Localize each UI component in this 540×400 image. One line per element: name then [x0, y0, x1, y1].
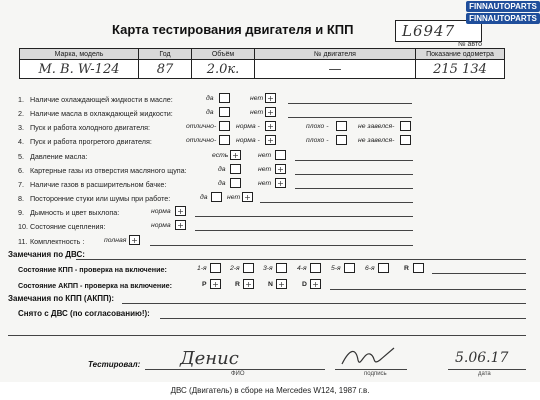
- q1-opt-yes-label: да: [206, 95, 214, 102]
- q4-opt-normal-checkbox[interactable]: +: [265, 135, 276, 145]
- tested-label: Тестировал:: [88, 360, 141, 369]
- q10-notes-line: [195, 230, 413, 231]
- kpp-remarks-label: Замечания по КПП (АКПП):: [8, 294, 115, 303]
- q2-notes-line: [288, 117, 412, 118]
- q3-number: 3.: [18, 123, 24, 132]
- auto-n-label: N: [268, 281, 273, 288]
- auto-r-checkbox[interactable]: +: [243, 279, 254, 289]
- gear-1-checkbox[interactable]: [210, 263, 221, 273]
- q8-opt-no-label: нет: [227, 194, 241, 201]
- dvs-remarks-line: [76, 259, 526, 260]
- q5-opt-no-checkbox[interactable]: [275, 150, 286, 160]
- q11-text: Комплектность :: [30, 237, 85, 246]
- q5-opt-yes-checkbox[interactable]: +: [230, 150, 241, 160]
- value-year: 87: [139, 60, 192, 79]
- q6-number: 6.: [18, 166, 24, 175]
- q9-text: Дымность и цвет выхлопа:: [30, 208, 120, 217]
- gear-4-checkbox[interactable]: [310, 263, 321, 273]
- q3-opt-nostart-label: не завелся-: [358, 123, 395, 130]
- q1-opt-no-checkbox[interactable]: +: [265, 93, 276, 103]
- tester-name-handwritten: Денис: [180, 348, 239, 369]
- q6-opt-no-label: нет: [258, 166, 272, 173]
- q6-opt-yes-label: да: [218, 166, 226, 173]
- q10-text: Состояние сцепления:: [30, 222, 106, 231]
- gear-6-checkbox[interactable]: [378, 263, 389, 273]
- q9-opt-normal-label: норма: [151, 208, 171, 215]
- date-caption: дата: [478, 371, 491, 377]
- col-header-volume: Объём: [192, 49, 255, 60]
- q11-opt-full-label: полная: [104, 237, 127, 244]
- q1-opt-yes-checkbox[interactable]: [219, 93, 230, 103]
- q5-notes-line: [295, 160, 413, 161]
- gear-5-checkbox[interactable]: [344, 263, 355, 273]
- q9-number: 9.: [18, 208, 24, 217]
- q3-opt-normal-checkbox[interactable]: +: [265, 121, 276, 131]
- auto-d-label: D: [302, 281, 307, 288]
- q8-text: Посторонние стуки или шумы при работе:: [30, 194, 171, 203]
- watermark-logo-top: FINNAUTOPARTS: [466, 1, 540, 12]
- removed-label: Снято с ДВС (по согласованию!):: [18, 309, 150, 318]
- q4-opt-nostart-label: не завелся-: [358, 137, 395, 144]
- col-header-model: Марка, модель: [20, 49, 139, 60]
- q3-opt-bad-label: плохо -: [306, 123, 329, 130]
- col-header-odometer: Показание одометра: [416, 49, 505, 60]
- q6-text: Картерные газы из отверстия масляного щупа:: [30, 166, 187, 175]
- kpp-manual-label: Состояние КПП - проверка на включение:: [18, 265, 167, 274]
- q5-number: 5.: [18, 152, 24, 161]
- auto-p-checkbox[interactable]: +: [210, 279, 221, 289]
- q7-number: 7.: [18, 180, 24, 189]
- q2-opt-no-checkbox[interactable]: +: [265, 107, 276, 117]
- kpp-manual-notes-line: [432, 273, 526, 274]
- q4-number: 4.: [18, 137, 24, 146]
- watermark-logo-bottom: FINNAUTOPARTS: [466, 13, 540, 24]
- fio-caption: ФИО: [231, 371, 245, 377]
- fio-line: [145, 369, 325, 370]
- q3-opt-bad-checkbox[interactable]: [336, 121, 347, 131]
- q1-text: Наличие охлаждающей жидкости в масле:: [30, 95, 173, 104]
- gear-2-label: 2-я: [230, 265, 240, 272]
- q8-notes-line: [260, 202, 413, 203]
- q11-number: 11.: [18, 237, 28, 246]
- col-header-engine-no: № двигателя: [255, 49, 416, 60]
- value-volume: 2.0к.: [192, 60, 255, 79]
- q3-text: Пуск и работа холодного двигателя:: [30, 123, 151, 132]
- q2-opt-no-label: нет: [250, 109, 264, 116]
- gear-r-label: R: [404, 265, 409, 272]
- q7-opt-yes-label: да: [218, 180, 226, 187]
- q8-opt-no-checkbox[interactable]: +: [242, 192, 253, 202]
- q8-number: 8.: [18, 194, 24, 203]
- q6-opt-yes-checkbox[interactable]: [230, 164, 241, 174]
- q7-notes-line: [295, 188, 413, 189]
- dvs-remarks-label: Замечания по ДВС:: [8, 250, 85, 259]
- q6-notes-line: [295, 174, 413, 175]
- q3-opt-nostart-checkbox[interactable]: [400, 121, 411, 131]
- q10-opt-normal-label: норма: [151, 222, 171, 229]
- auto-n-checkbox[interactable]: +: [276, 279, 287, 289]
- q2-text: Наличие масла в охлаждающей жидкости:: [30, 109, 173, 118]
- signature-scribble: [338, 344, 398, 370]
- q11-opt-full-checkbox[interactable]: +: [129, 235, 140, 245]
- date-line: [448, 369, 526, 370]
- gear-6-label: 6-я: [365, 265, 375, 272]
- kpp-remarks-line: [122, 303, 526, 304]
- q8-opt-yes-checkbox[interactable]: [211, 192, 222, 202]
- no-auto-label: № авто: [458, 41, 482, 48]
- q4-opt-excellent-label: отлично-: [186, 137, 217, 144]
- q9-notes-line: [195, 216, 413, 217]
- q4-opt-normal-label: норма -: [236, 137, 260, 144]
- q4-opt-bad-label: плохо -: [306, 137, 329, 144]
- vehicle-header-table: [19, 48, 505, 79]
- signature-line: [335, 369, 407, 370]
- q7-opt-no-label: нет: [258, 180, 272, 187]
- q4-opt-nostart-checkbox[interactable]: [400, 135, 411, 145]
- q5-opt-yes-label: есть: [212, 152, 229, 159]
- q8-opt-yes-label: да: [200, 194, 208, 201]
- q9-opt-normal-checkbox[interactable]: +: [175, 206, 186, 216]
- q1-number: 1.: [18, 95, 24, 104]
- q11-notes-line: [150, 245, 413, 246]
- value-engine-no: —: [255, 60, 416, 79]
- q7-opt-yes-checkbox[interactable]: [230, 178, 241, 188]
- q5-opt-no-label: нет: [258, 152, 272, 159]
- value-model: M. B. W-124: [20, 60, 139, 79]
- gear-1-label: 1-я: [197, 265, 207, 272]
- gear-4-label: 4-я: [297, 265, 307, 272]
- value-odometer: 215 134: [416, 60, 505, 79]
- kpp-auto-notes-line: [330, 289, 526, 290]
- q2-number: 2.: [18, 109, 24, 118]
- q6-opt-no-checkbox[interactable]: +: [275, 164, 286, 174]
- removed-line-2: [8, 335, 526, 336]
- gear-2-checkbox[interactable]: [243, 263, 254, 273]
- removed-line-1: [160, 318, 526, 319]
- q3-opt-excellent-checkbox[interactable]: [219, 121, 230, 131]
- q7-opt-no-checkbox[interactable]: +: [275, 178, 286, 188]
- q2-opt-yes-label: да: [206, 109, 214, 116]
- gear-r-checkbox[interactable]: [413, 263, 424, 273]
- q4-opt-excellent-checkbox[interactable]: [219, 135, 230, 145]
- handwritten-id: L6947: [402, 22, 456, 40]
- q2-opt-yes-checkbox[interactable]: [219, 107, 230, 117]
- auto-d-checkbox[interactable]: +: [310, 279, 321, 289]
- kpp-auto-label: Состояние АКПП - проверка на включение:: [18, 281, 173, 290]
- gear-5-label: 5-я: [331, 265, 341, 272]
- q1-notes-line: [288, 103, 412, 104]
- auto-r-label: R: [235, 281, 240, 288]
- card-title: Карта тестирования двигателя и КПП: [112, 22, 354, 37]
- auto-p-label: P: [202, 281, 207, 288]
- q10-number: 10.: [18, 222, 28, 231]
- signature-caption: подпись: [364, 371, 387, 377]
- photo-caption: ДВС (Двигатель) в сборе на Mercedes W124, 1987 г.в.: [170, 386, 370, 395]
- q4-text: Пуск и работа прогретого двигателя:: [30, 137, 152, 146]
- gear-3-label: 3-я: [263, 265, 273, 272]
- q3-opt-normal-label: норма -: [236, 123, 260, 130]
- q5-text: Давление масла:: [30, 152, 88, 161]
- q3-opt-excellent-label: отлично-: [186, 123, 217, 130]
- col-header-year: Год: [139, 49, 192, 60]
- q4-opt-bad-checkbox[interactable]: [336, 135, 347, 145]
- gear-3-checkbox[interactable]: [276, 263, 287, 273]
- q10-opt-normal-checkbox[interactable]: +: [175, 220, 186, 230]
- q1-opt-no-label: нет: [250, 95, 264, 102]
- q7-text: Наличие газов в расширительном бачке:: [30, 180, 167, 189]
- test-date: 5.06.17: [455, 350, 509, 366]
